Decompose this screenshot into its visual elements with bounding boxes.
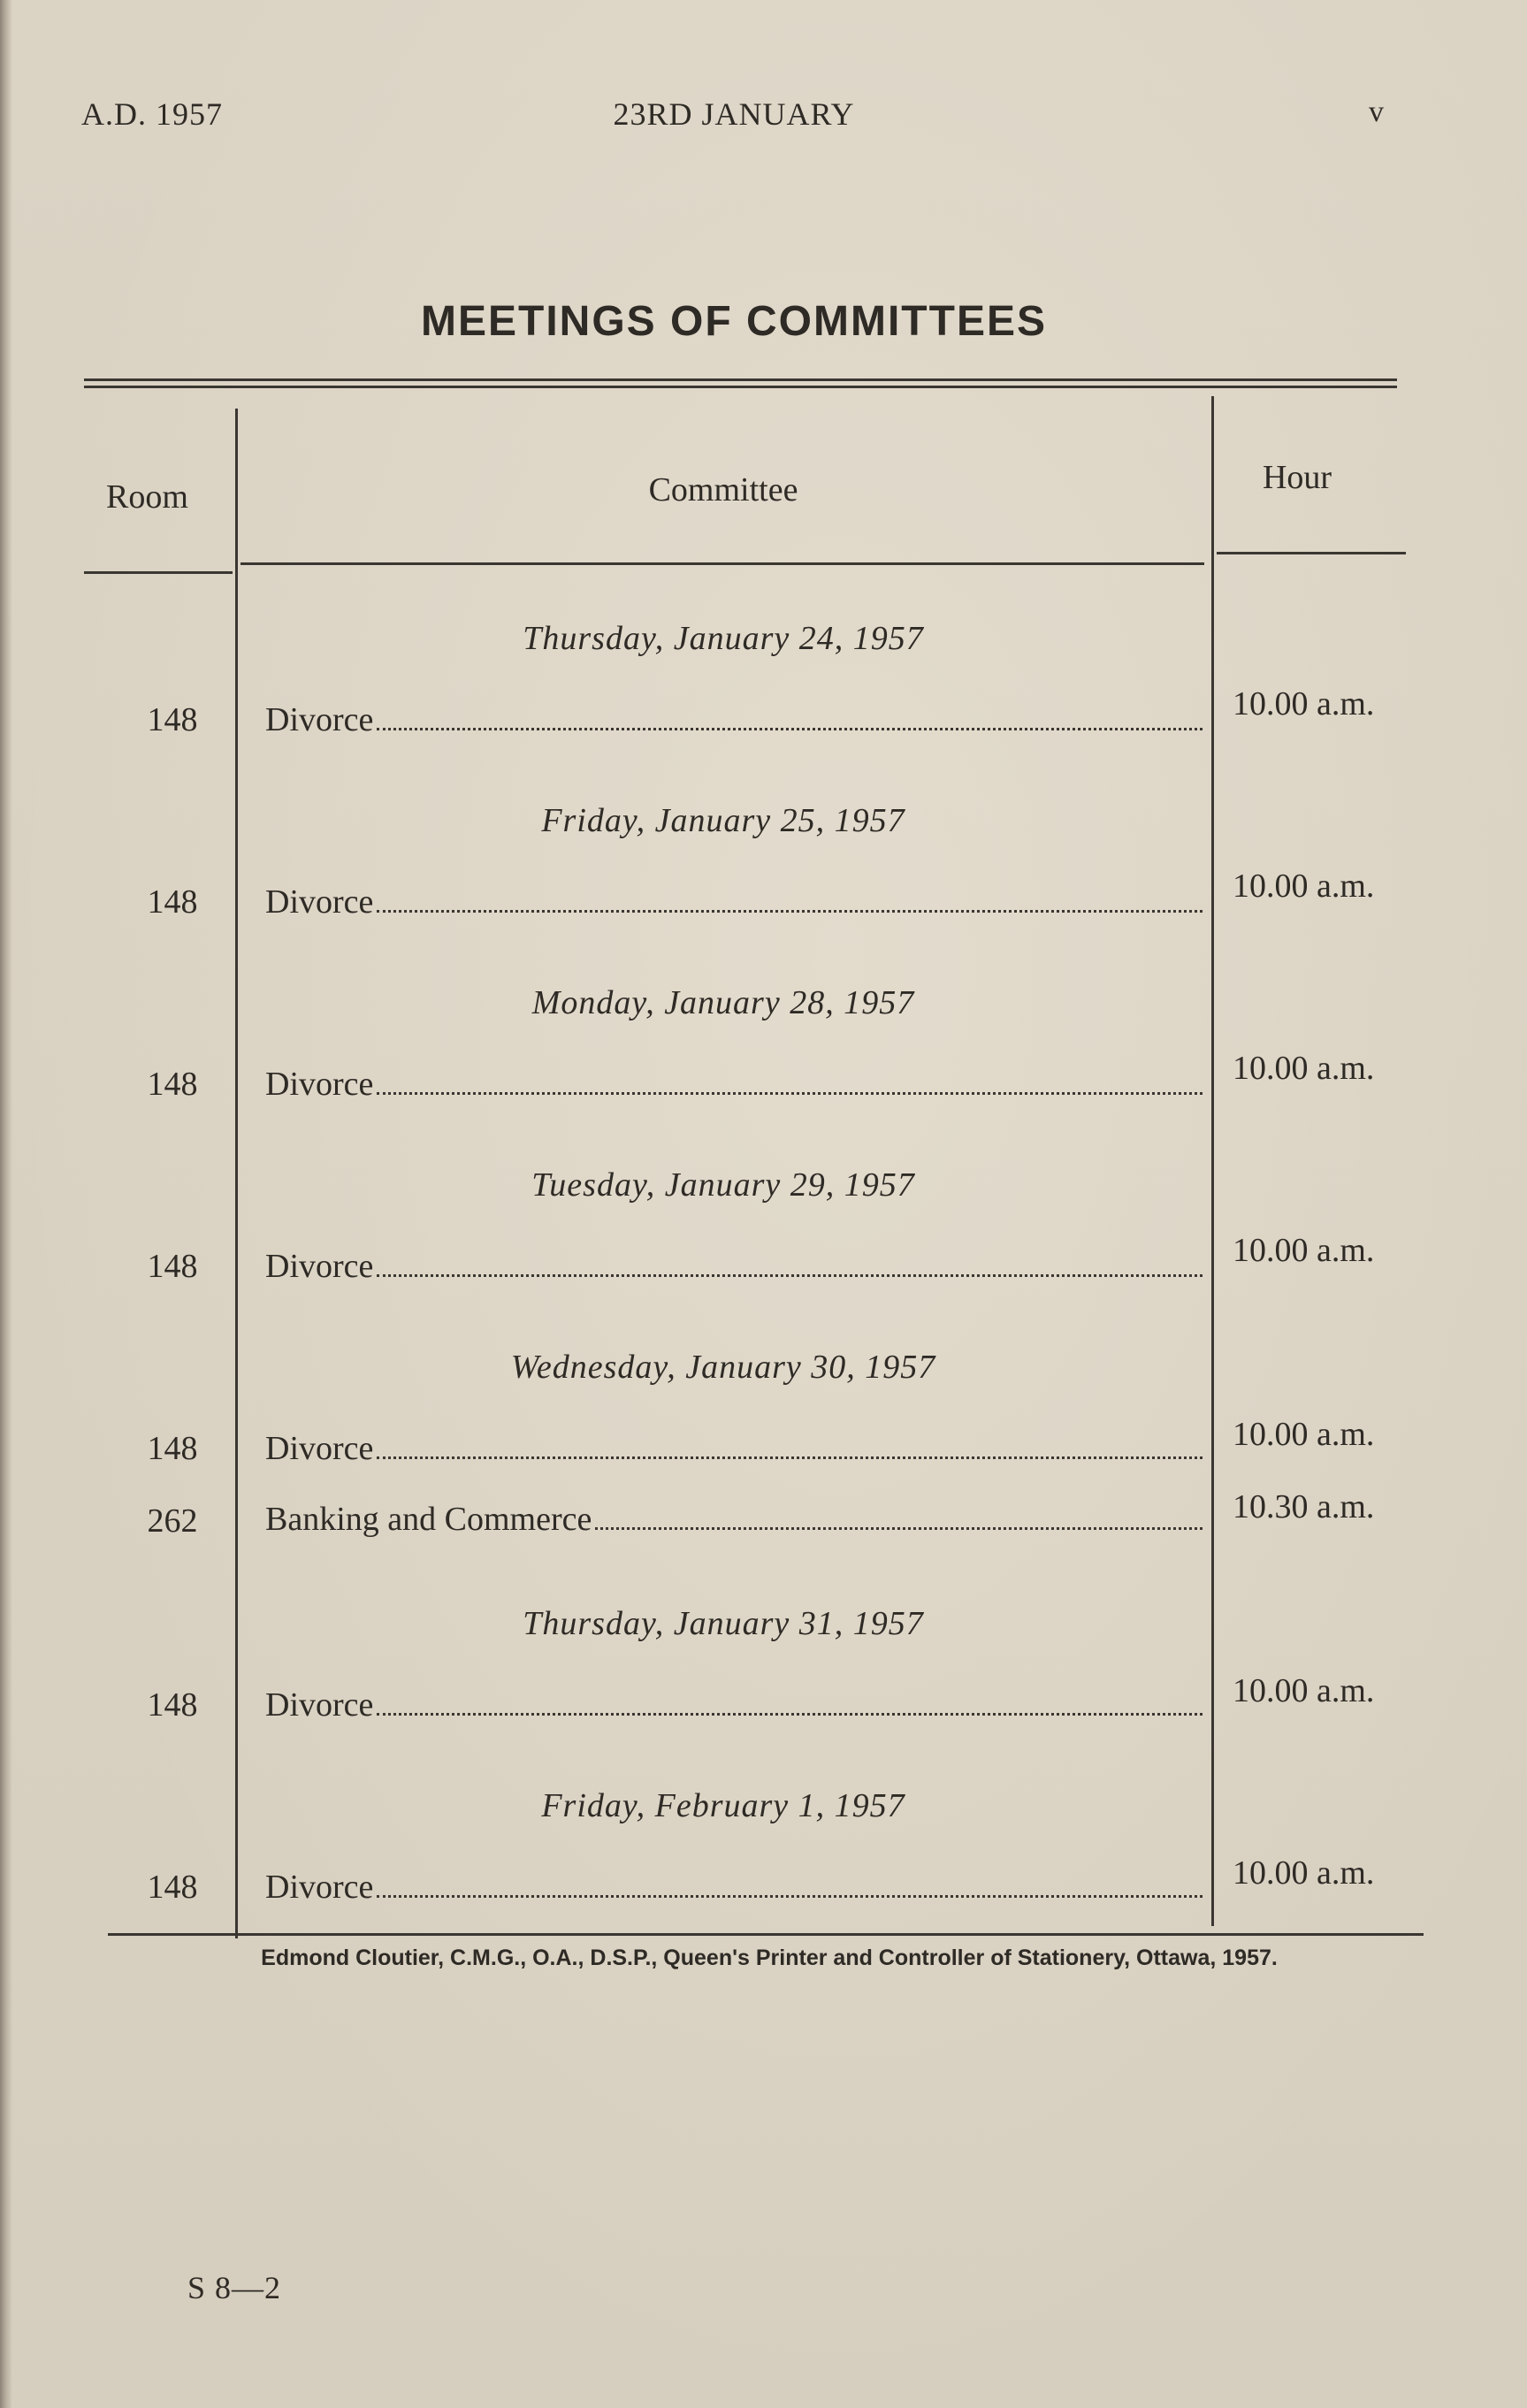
signature-mark: S 8—2 [187,2270,282,2305]
date-heading: Wednesday, January 30, 1957 [510,1349,936,1386]
committee-entry [265,883,1203,921]
dot-leader [377,1456,1203,1459]
column-header-committee: Committee [648,471,798,508]
committee-entry [265,1429,1203,1468]
committee-name: Divorce [265,1248,374,1285]
committee-name: Divorce [265,1686,374,1724]
committee-name: Banking and Commerce [265,1501,592,1538]
date-heading: Friday, January 25, 1957 [541,802,905,839]
committee-entry [265,1247,1203,1286]
bottom-rule [108,1933,1424,1936]
dot-leader [377,1894,1203,1898]
dot-leader [377,1273,1203,1277]
dot-leader [595,1526,1203,1530]
printer-imprint: Edmond Cloutier, C.M.G., O.A., D.S.P., Queen's Printer and Controller of Stationery, Ottawa, 1957. [261,1946,1278,1970]
top-double-rule-upper [84,378,1397,381]
room-number: 148 [147,883,198,921]
room-number: 262 [147,1502,198,1540]
date-heading: Thursday, January 24, 1957 [523,620,924,657]
dot-leader [377,727,1203,730]
committee-entry [265,700,1203,739]
date-heading: Tuesday, January 29, 1957 [531,1166,915,1204]
date-heading: Thursday, January 31, 1957 [523,1605,924,1642]
room-number: 148 [147,1066,198,1103]
top-double-rule-lower [84,386,1397,388]
committee-name: Divorce [265,883,374,921]
binding-edge [0,0,12,2408]
date-heading: Friday, February 1, 1957 [541,1787,905,1824]
column-header-hour: Hour [1262,459,1332,496]
meeting-hour: 10.30 a.m. [1233,1488,1375,1525]
meeting-hour: 10.00 a.m. [1233,868,1375,905]
meeting-hour: 10.00 a.m. [1233,1672,1375,1709]
meeting-hour: 10.00 a.m. [1233,1050,1375,1087]
room-number: 148 [147,1430,198,1467]
meeting-hour: 10.00 a.m. [1233,1416,1375,1453]
meeting-hour: 10.00 a.m. [1233,1854,1375,1892]
meeting-hour: 10.00 a.m. [1233,1232,1375,1269]
running-head-year: A.D. 1957 [81,96,223,132]
dot-leader [377,1091,1203,1095]
committee-name: Divorce [265,1430,374,1467]
date-heading: Monday, January 28, 1957 [531,984,915,1021]
room-number: 148 [147,1248,198,1285]
header-underline-committee [241,562,1204,565]
header-underline-room [84,571,233,574]
column-header-room: Room [106,478,188,516]
room-number: 148 [147,1686,198,1724]
page-number: v [1369,96,1385,128]
dot-leader [377,1712,1203,1716]
committee-name: Divorce [265,701,374,738]
room-number: 148 [147,1869,198,1906]
room-number: 148 [147,701,198,738]
committee-name: Divorce [265,1869,374,1906]
committee-entry [265,1686,1203,1724]
committee-entry [265,1500,1203,1539]
header-underline-hour [1217,552,1406,554]
running-head-date: 23RD JANUARY [613,96,855,132]
page-title: MEETINGS OF COMMITTEES [420,298,1047,345]
column-divider-right [1211,396,1214,1926]
dot-leader [377,909,1203,913]
committee-entry [265,1868,1203,1907]
meeting-hour: 10.00 a.m. [1233,685,1375,722]
committee-entry [265,1065,1203,1104]
committee-name: Divorce [265,1066,374,1103]
